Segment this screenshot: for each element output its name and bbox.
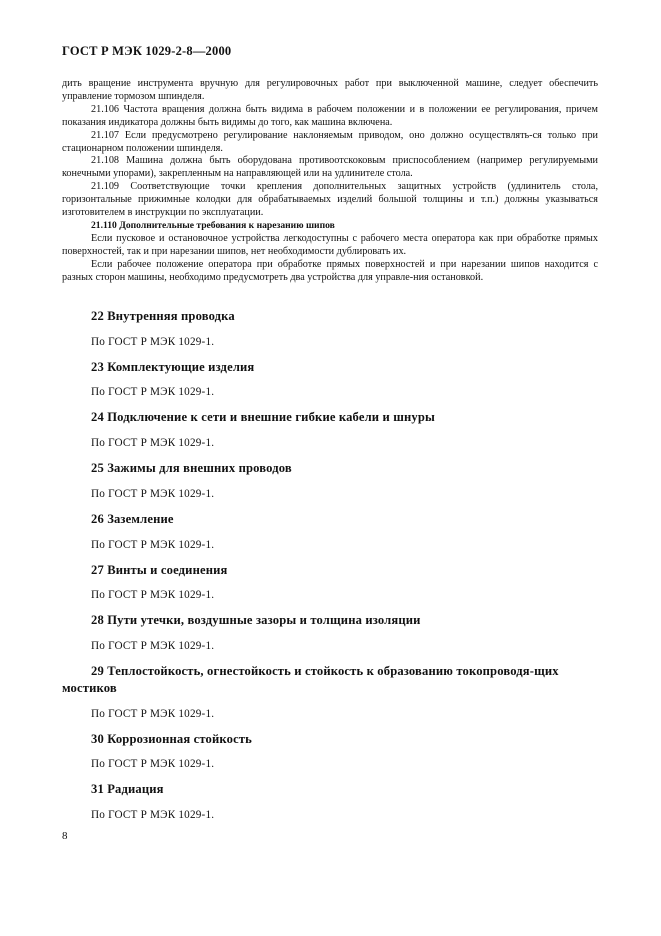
paragraph-21-106: 21.106 Частота вращения должна быть видима в рабочем положении и в положении ее регулирования, причем показания индикатора должны быть видимы до того, как машина включена. xyxy=(62,103,598,128)
section-title-25: 25 Зажимы для внешних проводов xyxy=(91,461,292,475)
section-ref-23: По ГОСТ Р МЭК 1029-1. xyxy=(91,386,215,398)
paragraph-21-108: 21.108 Машина должна быть оборудована противоотскоковым приспособлением (например регулируемыми конечными упорами), закрепленным на направляющей или на удлинителе стола. xyxy=(62,155,598,180)
paragraph-start-stop: Если пусковое и остановочное устройства легкодоступны с рабочего места оператора как при обработке прямых поверхностей, так и при нарезании шипов, нет необходимости дублировать их. xyxy=(62,232,598,257)
section-title-29: 29 Теплостойкость, огнестойкость и стойкость к образованию токопроводя-щих мостиков xyxy=(62,664,559,695)
section-ref-22: По ГОСТ Р МЭК 1029-1. xyxy=(91,336,215,348)
section-title-22: 22 Внутренняя проводка xyxy=(91,309,235,323)
body-text xyxy=(62,78,598,285)
section-ref-25: По ГОСТ Р МЭК 1029-1. xyxy=(91,488,215,500)
section-title-31: 31 Радиация xyxy=(91,782,164,796)
section-ref-30: По ГОСТ Р МЭК 1029-1. xyxy=(91,758,215,770)
section-title-26: 26 Заземление xyxy=(91,512,174,526)
paragraph-operator-position: Если рабочее положение оператора при обработке прямых поверхностей и при нарезании шипов находится с разных сторон машины, необходимо предусмотреть два устройства для управле-ния остановкой. xyxy=(62,258,598,283)
section-title-24: 24 Подключение к сети и внешние гибкие кабели и шнуры xyxy=(91,410,435,424)
paragraph-21-110-title: 21.110 Дополнительные требования к нарезанию шипов xyxy=(91,219,335,231)
section-title-28: 28 Пути утечки, воздушные зазоры и толщина изоляции xyxy=(91,613,421,627)
page-number: 8 xyxy=(62,830,68,842)
section-title-30: 30 Коррозионная стойкость xyxy=(91,732,252,746)
section-ref-29: По ГОСТ Р МЭК 1029-1. xyxy=(91,708,215,720)
section-ref-28: По ГОСТ Р МЭК 1029-1. xyxy=(91,640,215,652)
paragraph-continuation: дить вращение инструмента вручную для регулировочных работ при выключенной машине, следует обеспечить управление тормозом шпинделя. xyxy=(62,78,598,102)
paragraph-21-109: 21.109 Соответствующие точки крепления дополнительных защитных устройств (удлинитель стола, горизонтальные прижимные колодки для обрабатываемых изделий большой толщины и т.п.) должны указываться изготовителем в инструкции по эксплуатации. xyxy=(62,181,598,219)
section-ref-31: По ГОСТ Р МЭК 1029-1. xyxy=(91,809,215,821)
section-title-27: 27 Винты и соединения xyxy=(91,563,228,577)
section-title-23: 23 Комплектующие изделия xyxy=(91,360,255,374)
section-ref-27: По ГОСТ Р МЭК 1029-1. xyxy=(91,589,215,601)
section-ref-24: По ГОСТ Р МЭК 1029-1. xyxy=(91,437,215,449)
paragraph-21-107: 21.107 Если предусмотрено регулирование наклоняемым приводом, оно должно осуществлять-ся только при стационарном положении шпинделя. xyxy=(62,129,598,154)
document-header: ГОСТ Р МЭК 1029-2-8—2000 xyxy=(62,44,232,58)
section-ref-26: По ГОСТ Р МЭК 1029-1. xyxy=(91,539,215,551)
